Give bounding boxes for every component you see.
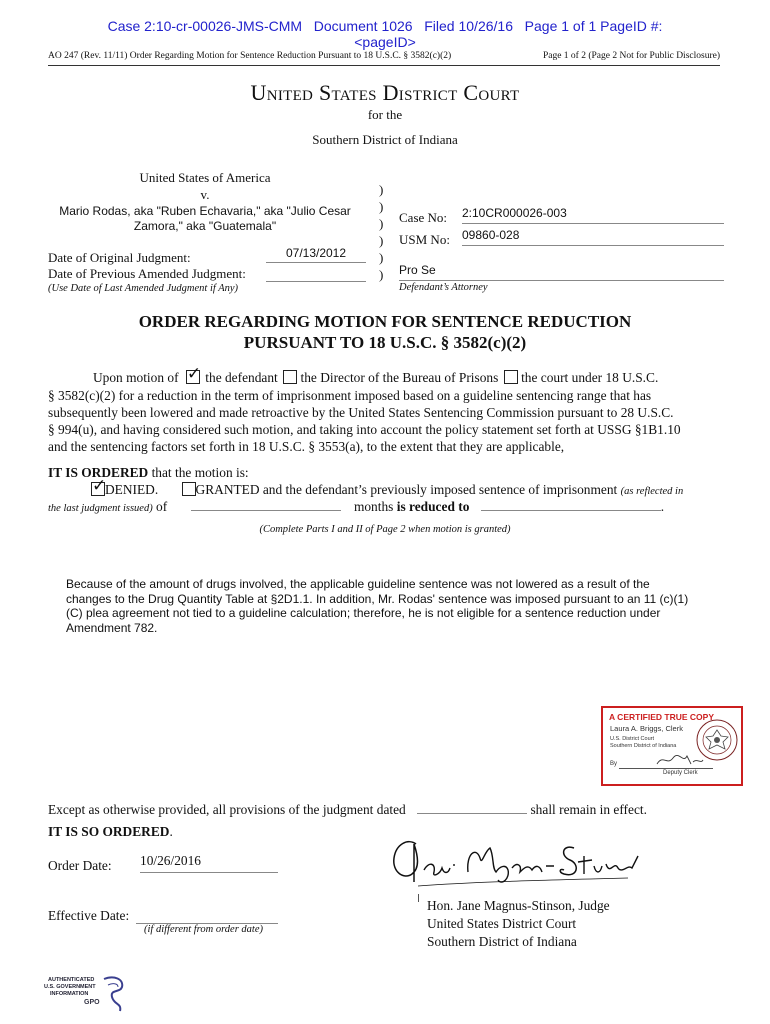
- original-judgment-label: Date of Original Judgment:: [48, 250, 191, 265]
- original-judgment-value: 07/13/2012: [266, 246, 366, 263]
- certified-copy-stamp: [601, 706, 743, 786]
- amended-judgment-note: (Use Date of Last Amended Judgment if Any): [48, 283, 239, 294]
- reduced-to-field[interactable]: [481, 498, 661, 511]
- page-indicator: Page 1 of 2 (Page 2 Not for Public Disclosure): [542, 51, 720, 61]
- order-title: [0, 311, 770, 353]
- case-header-stamp: [0, 18, 770, 50]
- checkbox-court[interactable]: [504, 370, 518, 384]
- complete-parts-note: (Complete Parts I and II of Page 2 when motion is granted): [259, 524, 511, 535]
- case-header-line2: <pageID>: [354, 34, 416, 50]
- judge-signature: [388, 834, 648, 894]
- case-header-line1: Case 2:10-cr-00026-JMS-CMM Document 1026 Filed 10/26/16 Page 1 of 1 PageID #:: [107, 18, 663, 34]
- stamp-district: Southern District of Indiana: [610, 743, 677, 749]
- stamp-court: U.S. District Court: [610, 736, 655, 742]
- checkbox-defendant[interactable]: [186, 364, 202, 384]
- reduction-line: the last judgment issued) of months is reduced to .: [48, 499, 665, 514]
- motion-first-line: Upon motion of ✓ the defendant the Director of the Bureau of Prisons the court under 18 U.S.C.: [93, 364, 659, 385]
- it-is-ordered: IT IS ORDERED that the motion is:: [48, 465, 249, 480]
- judge-name: Hon. Jane Magnus-Stinson, Judge: [427, 898, 610, 913]
- judge-district: Southern District of Indiana: [427, 934, 577, 949]
- defendant-name: Mario Rodas, aka "Ruben Echavaria," aka "Julio Cesar Zamora," aka "Guatemala": [59, 204, 351, 233]
- judge-block: [427, 897, 610, 951]
- order-title-line2: PURSUANT TO 18 U.S.C. § 3582(c)(2): [243, 333, 527, 352]
- checkbox-denied[interactable]: [91, 476, 107, 496]
- effective-date-note: (if different from order date): [144, 924, 263, 935]
- attorney-label: Defendant’s Attorney: [399, 282, 488, 293]
- caption-divider: ) ) ) ) ) ): [379, 182, 384, 282]
- gpo-line3: INFORMATION: [50, 991, 89, 997]
- court-district: Southern District of Indiana: [312, 132, 458, 147]
- check-mark-icon: ✓: [92, 476, 107, 496]
- previous-amended-label: Date of Previous Amended Judgment:: [48, 266, 246, 281]
- judge-court: United States District Court: [427, 916, 577, 931]
- except-line: Except as otherwise provided, all provisions of the judgment dated shall remain in effect.: [48, 802, 647, 817]
- previous-amended-value: [266, 266, 366, 282]
- it-is-so-ordered: IT IS SO ORDERED.: [48, 824, 173, 839]
- checkbox-granted[interactable]: [182, 482, 196, 496]
- explanation-text: Because of the amount of drugs involved, the applicable guideline sentence was not lowered as a result of the changes to the Drug Quantity Table at §2D1.1. In addition, Mr. Rodas' sentence was imposed pursuant to an 11 (c)(1)(C) plea agreement not tied to a guideline calculation; therefore, he is not eligible for a sentence reduction under Amendment 782.: [66, 577, 689, 635]
- order-date-label: Order Date:: [48, 858, 112, 873]
- case-number-value: 2:10CR000026-003: [462, 206, 724, 224]
- gpo-line1: AUTHENTICATED: [48, 977, 95, 983]
- ruling-line: ✓ DENIED. GRANTED and the defendant’s previously imposed sentence of imprisonment (as reflected in: [92, 476, 684, 497]
- denied-label: DENIED.: [105, 482, 159, 497]
- usm-number-value: 09860-028: [462, 228, 724, 246]
- stamp-by: By: [610, 761, 618, 767]
- usm-number-label: USM No:: [399, 232, 450, 247]
- court-title: United States District Court: [250, 80, 520, 105]
- gpo-authenticated-logo: [44, 975, 134, 1015]
- order-date-value: 10/26/2016: [140, 853, 278, 873]
- motion-body: § 3582(c)(2) for a reduction in the term of imprisonment imposed based on a guideline sentencing range that has subsequently been lowered and made retroactive by the United States Sentencing Commission pursuant to 28 U.S.C. § 994(u), and having considered such motion, and taking into account the policy statement set forth at USSG §1B1.10 and the sentencing factors set forth in 18 U.S.C. § 3553(a), to the extent that they are applicable,: [48, 388, 681, 454]
- form-header: [48, 51, 720, 66]
- versus: v.: [200, 187, 210, 202]
- gpo-brand: GPO: [84, 999, 100, 1006]
- case-number-label: Case No:: [399, 210, 448, 225]
- effective-date-field[interactable]: [136, 907, 278, 924]
- check-mark-icon: ✓: [186, 364, 202, 384]
- stamp-signature-line: [619, 768, 713, 769]
- attorney-value: Pro Se: [399, 263, 724, 281]
- deputy-clerk-label: Deputy Clerk: [663, 770, 698, 776]
- checkbox-director[interactable]: [283, 370, 297, 384]
- plaintiff: United States of America: [139, 170, 271, 185]
- gpo-line2: U.S. GOVERNMENT: [44, 984, 96, 990]
- months-field[interactable]: [191, 498, 341, 511]
- order-title-line1: ORDER REGARDING MOTION FOR SENTENCE REDUCTION: [138, 312, 632, 331]
- clerk-name: Laura A. Briggs, Clerk: [610, 724, 683, 733]
- judgment-dated-field[interactable]: [417, 801, 527, 814]
- certified-copy-title: A CERTIFIED TRUE COPY: [609, 712, 714, 722]
- form-number: AO 247 (Rev. 11/11) Order Regarding Motion for Sentence Reduction Pursuant to 18 U.S.C. § 3582(c)(2): [48, 51, 452, 61]
- eagle-icon: [100, 975, 128, 1013]
- signature-line: [418, 894, 420, 902]
- court-seal-icon: [695, 718, 739, 762]
- effective-date-label: Effective Date:: [48, 908, 130, 923]
- granted-label: GRANTED and the defendant’s previously imposed sentence of imprisonment: [195, 482, 618, 497]
- court-for-the: for the: [367, 107, 403, 122]
